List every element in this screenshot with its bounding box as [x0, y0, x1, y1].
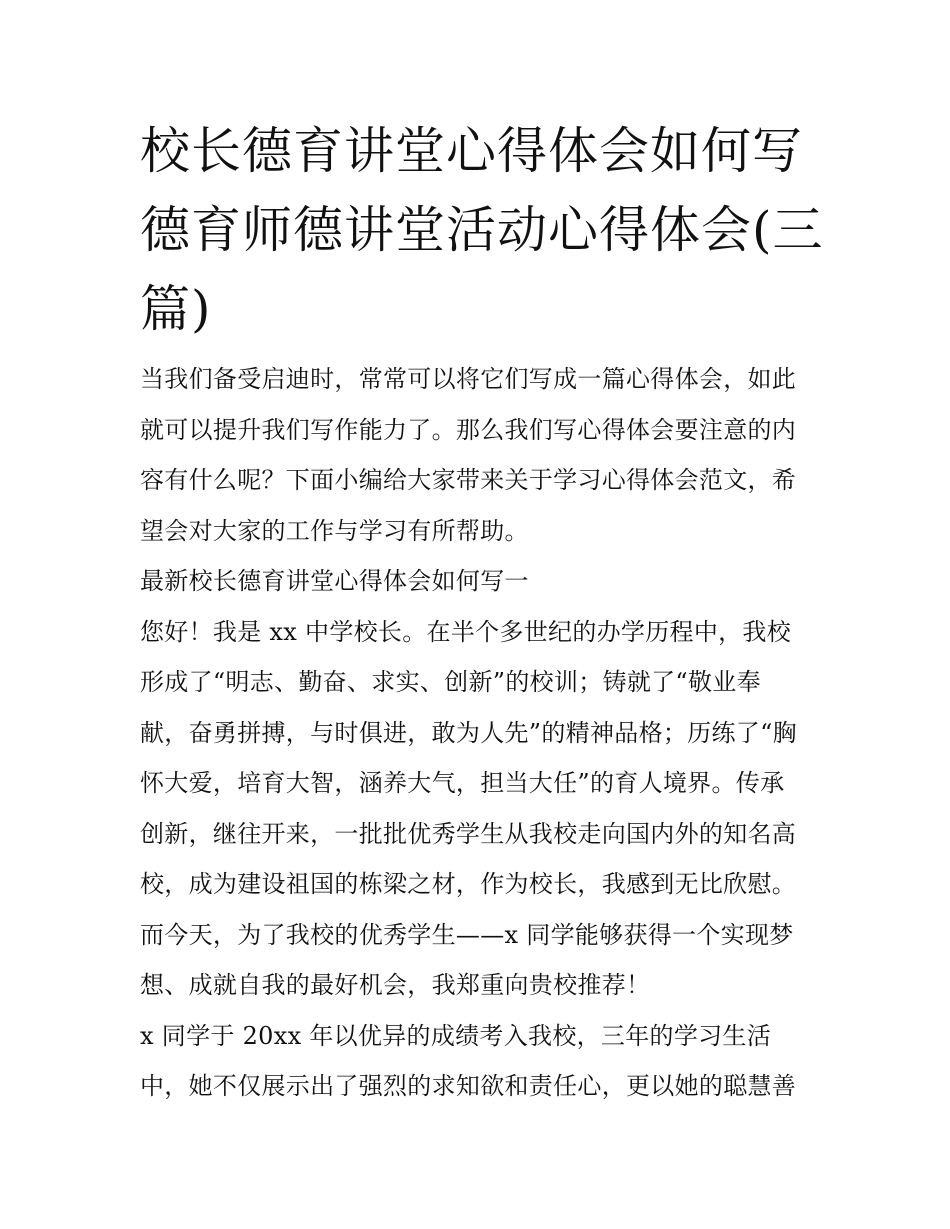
body-line: 校，成为建设祖国的栋梁之材，作为校长，我感到无比欣慰。: [140, 870, 797, 898]
body-line: 献，奋勇拼搏，与时俱进，敢为人先”的精神品格；历练了“胸: [140, 718, 797, 747]
document-title: [140, 112, 824, 349]
body-line: 创新，继往开来，一批批优秀学生从我校走向国内外的知名高: [140, 819, 797, 848]
body-line: 怀大爱，培育大智，涵养大气，担当大任”的育人境界。传承: [140, 769, 785, 797]
body-line: x 同学于 20xx 年以优异的成绩考入我校，三年的学习生活: [140, 1021, 772, 1050]
body-line: 想、成就自我的最好机会，我郑重向贵校推荐！: [140, 971, 651, 999]
body-line: 中，她不仅展示出了强烈的求知欲和责任心，更以她的聪慧善: [140, 1072, 797, 1100]
section-heading: 最新校长德育讲堂心得体会如何写一: [140, 567, 529, 595]
title-line: 篇): [140, 280, 212, 338]
body-line: 您好！我是 xx 中学校长。在半个多世纪的办学历程中，我校: [140, 617, 792, 646]
intro-line: 当我们备受启迪时，常常可以将它们写成一篇心得体会，如此: [140, 365, 797, 393]
body-line: 而今天，为了我校的优秀学生——x 同学能够获得一个实现梦: [140, 920, 794, 949]
title-line: 校长德育讲堂心得体会如何写: [140, 122, 803, 180]
intro-line: 容有什么呢？下面小编给大家带来关于学习心得体会范文，希: [140, 466, 797, 494]
title-line: 德育师德讲堂活动心得体会(三: [140, 201, 824, 259]
intro-line: 望会对大家的工作与学习有所帮助。: [140, 516, 529, 545]
document-body: [140, 354, 820, 1112]
intro-line: 就可以提升我们写作能力了。那么我们写心得体会要注意的内: [140, 415, 797, 444]
body-line: 形成了“明志、勤奋、求实、创新”的校训；铸就了“敬业奉: [140, 668, 761, 696]
